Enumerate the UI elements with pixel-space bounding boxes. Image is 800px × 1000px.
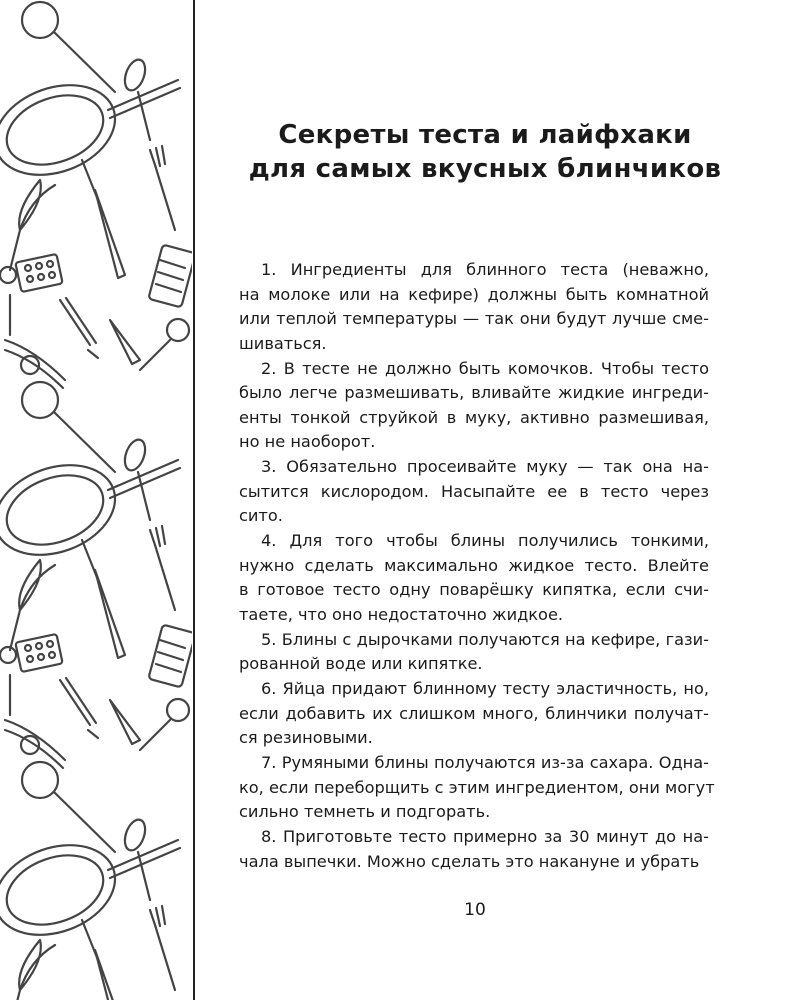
kitchen-utensils-pattern (0, 0, 192, 1000)
title-line-1: Секреты теста и лайфхаки (278, 120, 692, 150)
paragraph (239, 677, 709, 751)
text-line: 2. В тесте не должно быть комочков. Чтобы тесто (261, 358, 709, 378)
text-line: 4. Для того чтобы блины получились тонкими, (261, 531, 709, 550)
text-line: 6. Яйца придают блинному тесту эластичность, но, (261, 679, 709, 698)
paragraph (239, 529, 709, 627)
page-divider-line (193, 0, 195, 1000)
paragraph (239, 628, 709, 677)
text-line: сытится кислородом. Насыпайте ее в тесто через (239, 481, 709, 501)
text-line: сильно темнеть и подгорать. (239, 802, 491, 821)
text-line: 3. Обязательно просеивайте муку — так она на- (261, 457, 709, 476)
text-line: 5. Блины с дырочками получаются на кефире, гази- (261, 629, 709, 649)
title-line-2: для самых вкусных блинчиков (248, 154, 722, 184)
text-line: но не наоборот. (239, 432, 376, 451)
text-line: если добавить их слишком много, блинчики получат- (239, 703, 709, 723)
text-line: ко, если переборщить с этим ингредиентом, они могут (239, 777, 715, 797)
text-line: рованной воде или кипятке. (239, 654, 483, 673)
paragraph (239, 258, 709, 356)
text-line: было легче размешивать, вливайте жидкие ингреди- (239, 383, 709, 402)
text-line: 1. Ингредиенты для блинного теста (неважно, (261, 260, 709, 279)
article-body (239, 258, 715, 875)
paragraph (239, 751, 715, 825)
paragraph (239, 825, 709, 874)
text-line: 8. Приготовьте тесто примерно за 30 минут до на- (261, 827, 709, 846)
paragraph (239, 455, 709, 529)
text-line: нужно сделать максимально жидкое тесто. Влейте (239, 555, 709, 575)
text-line: ся резиновыми. (239, 728, 373, 747)
text-line: на молоке или на кефире) должны быть комнатной (239, 284, 709, 304)
text-line: таете, что оно недостаточно жидкое. (239, 604, 564, 624)
paragraph (239, 357, 709, 455)
text-line: 7. Румяными блины получаются из-за сахара. Одна- (261, 753, 709, 772)
text-line: в готовое тесто одну поварёшку кипятка, если счи- (239, 580, 709, 599)
page-number: 10 (464, 900, 486, 920)
text-line: сито. (239, 506, 283, 525)
text-line: енты тонкой струйкой в муку, активно размешивая, (239, 407, 709, 427)
text-line: шиваться. (239, 333, 327, 353)
page-title (210, 118, 760, 186)
text-line: чала выпечки. Можно сделать это накануне и убрать (239, 851, 700, 871)
pattern-svg (0, 0, 192, 1000)
text-line: или теплой температуры — так они будут лучше сме- (239, 309, 709, 328)
